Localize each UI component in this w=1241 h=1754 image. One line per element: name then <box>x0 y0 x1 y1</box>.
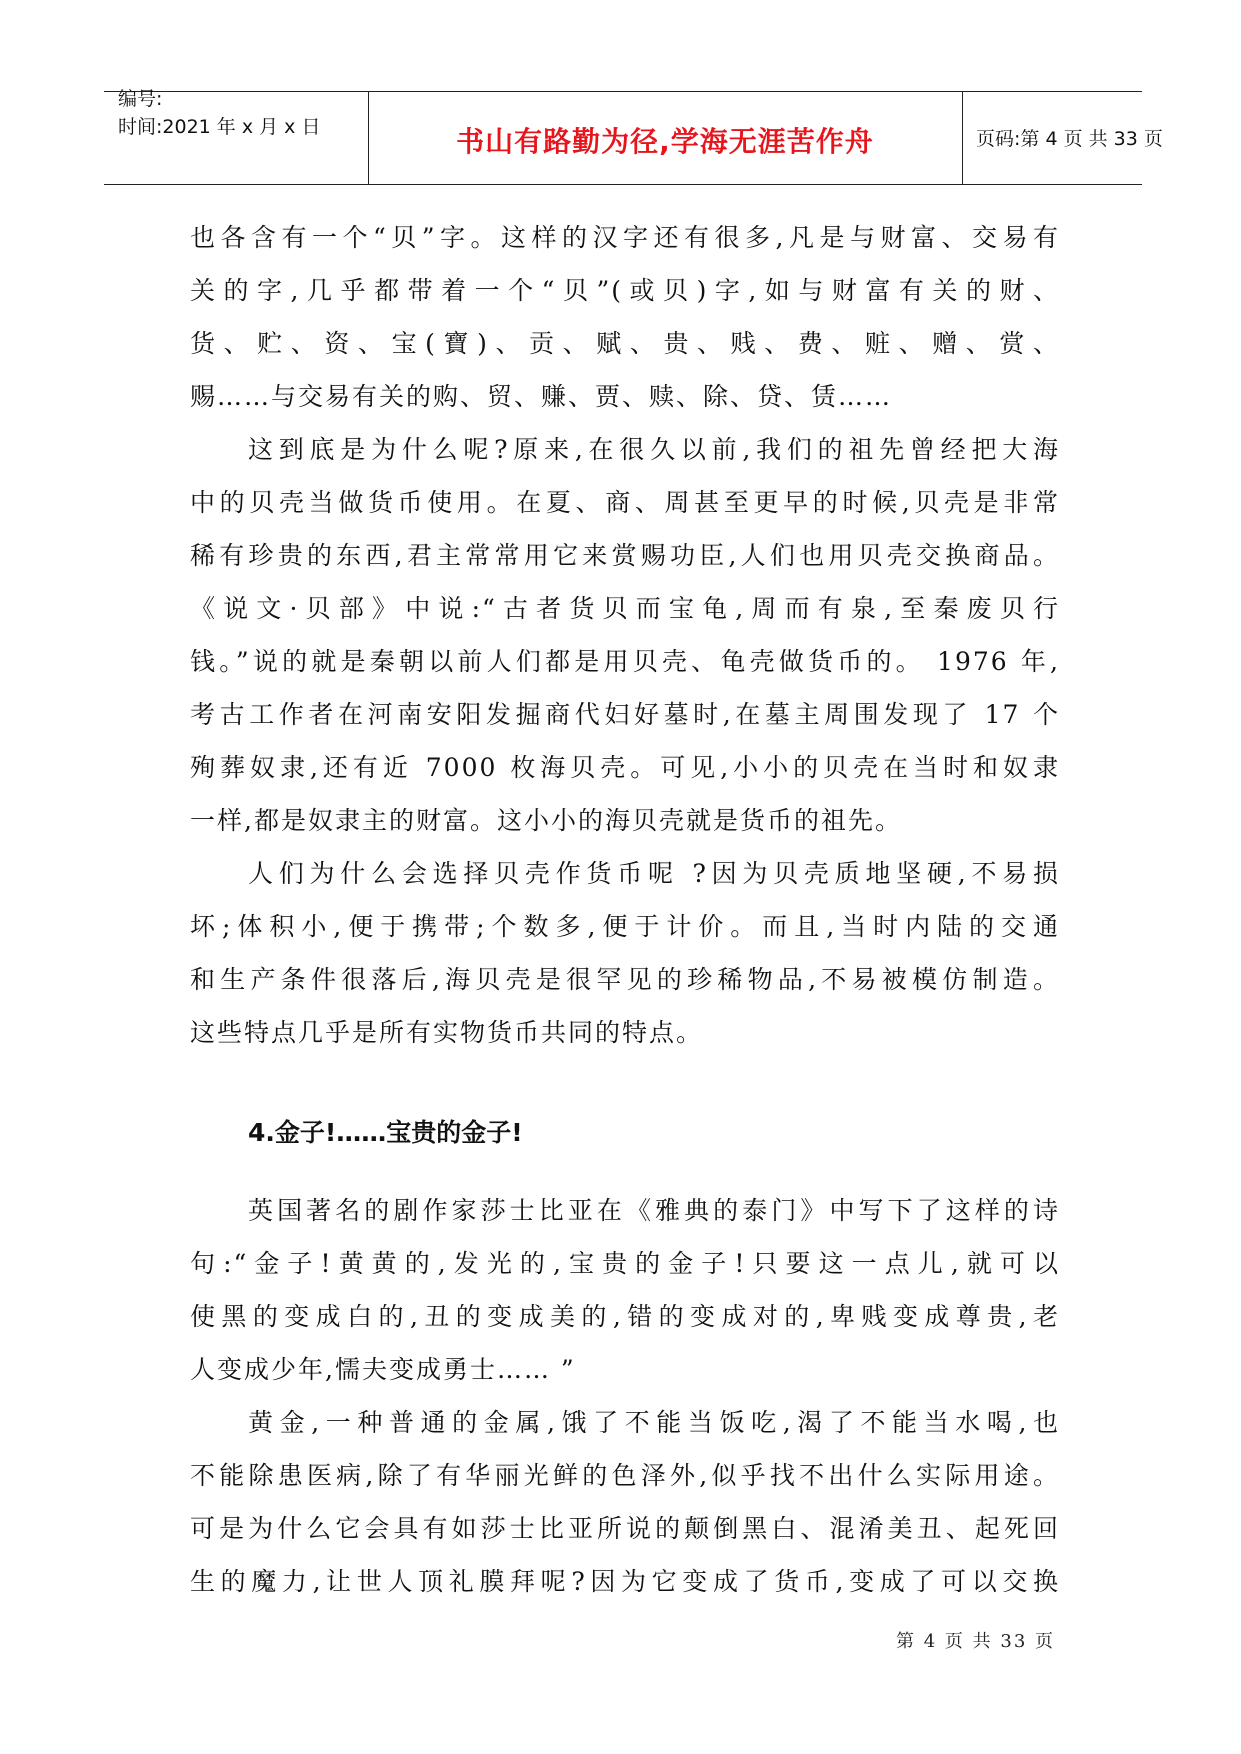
body-line: 也各含有一个“贝”字。这样的汉字还有很多,凡是与财富、交易有 <box>190 223 1060 252</box>
page-info: 页码:第 4 页 共 33 页 <box>976 128 1163 150</box>
body-line: 和生产条件很落后,海贝壳是很罕见的珍稀物品,不易被模仿制造。 <box>190 965 1060 994</box>
body-line: 生的魔力,让世人顶礼膜拜呢?因为它变成了货币,变成了可以交换 <box>190 1567 1060 1596</box>
header-motto-cell <box>368 92 963 184</box>
body-line: 殉葬奴隶,还有近 7000 枚海贝壳。可见,小小的贝壳在当时和奴隶 <box>190 753 1060 782</box>
body-line: 不能除患医病,除了有华丽光鲜的色泽外,似乎找不出什么实际用途。 <box>190 1461 1060 1490</box>
body-line: 货、贮、资、宝(寶)、贡、赋、贵、贱、费、赃、赠、赏、 <box>190 329 1060 358</box>
body-line: 《说文·贝部》中说:“古者货贝而宝龟,周而有泉,至秦废贝行 <box>190 594 1060 623</box>
body-line: 中的贝壳当做货币使用。在夏、商、周甚至更早的时候,贝壳是非常 <box>190 488 1060 517</box>
body-line: 句:“金子!黄黄的,发光的,宝贵的金子!只要这一点儿,就可以 <box>190 1249 1060 1278</box>
section-heading: 4.金子!……宝贵的金子! <box>248 1118 523 1147</box>
motto-text: 书山有路勤为径,学海无涯苦作舟 <box>456 125 874 158</box>
body-line: 可是为什么它会具有如莎士比亚所说的颠倒黑白、混淆美丑、起死回 <box>190 1514 1060 1543</box>
body-line: 使黑的变成白的,丑的变成美的,错的变成对的,卑贱变成尊贵,老 <box>190 1302 1060 1331</box>
body-line: 关的字,几乎都带着一个“贝”(或贝)字,如与财富有关的财、 <box>190 276 1060 305</box>
body-line: 人们为什么会选择贝壳作货币呢 ?因为贝壳质地坚硬,不易损 <box>248 859 1060 888</box>
body-line: 一样,都是奴隶主的财富。这小小的海贝壳就是货币的祖先。 <box>190 806 902 835</box>
body-line: 这些特点几乎是所有实物货币共同的特点。 <box>190 1018 704 1047</box>
header-meta-cell <box>104 88 369 184</box>
body-line: 坏;体积小,便于携带;个数多,便于计价。而且,当时内陆的交通 <box>190 912 1060 941</box>
body-line: 钱。”说的就是秦朝以前人们都是用贝壳、龟壳做货币的。 1976 年, <box>190 647 1060 676</box>
body-line: 黄金,一种普通的金属,饿了不能当饭吃,渴了不能当水喝,也 <box>248 1408 1060 1437</box>
body-line: 英国著名的剧作家莎士比亚在《雅典的泰门》中写下了这样的诗 <box>248 1196 1060 1225</box>
number-label: 编号: <box>118 88 163 110</box>
body-line: 这到底是为什么呢?原来,在很久以前,我们的祖先曾经把大海 <box>248 435 1060 464</box>
header-page-cell <box>962 92 1163 184</box>
body-line: 赐……与交易有关的购、贸、赚、贾、赎、除、贷、赁…… <box>190 382 893 411</box>
document-header <box>104 88 1163 185</box>
time-label: 时间:2021 年 x 月 x 日 <box>118 116 321 138</box>
body-line: 人变成少年,懦夫变成勇士…… ” <box>190 1355 576 1384</box>
body-line: 稀有珍贵的东西,君主常常用它来赏赐功臣,人们也用贝壳交换商品。 <box>190 541 1060 570</box>
body-line: 考古工作者在河南安阳发掘商代妇好墓时,在墓主周围发现了 17 个 <box>190 700 1060 729</box>
page-footer: 第 4 页 共 33 页 <box>896 1631 1055 1652</box>
